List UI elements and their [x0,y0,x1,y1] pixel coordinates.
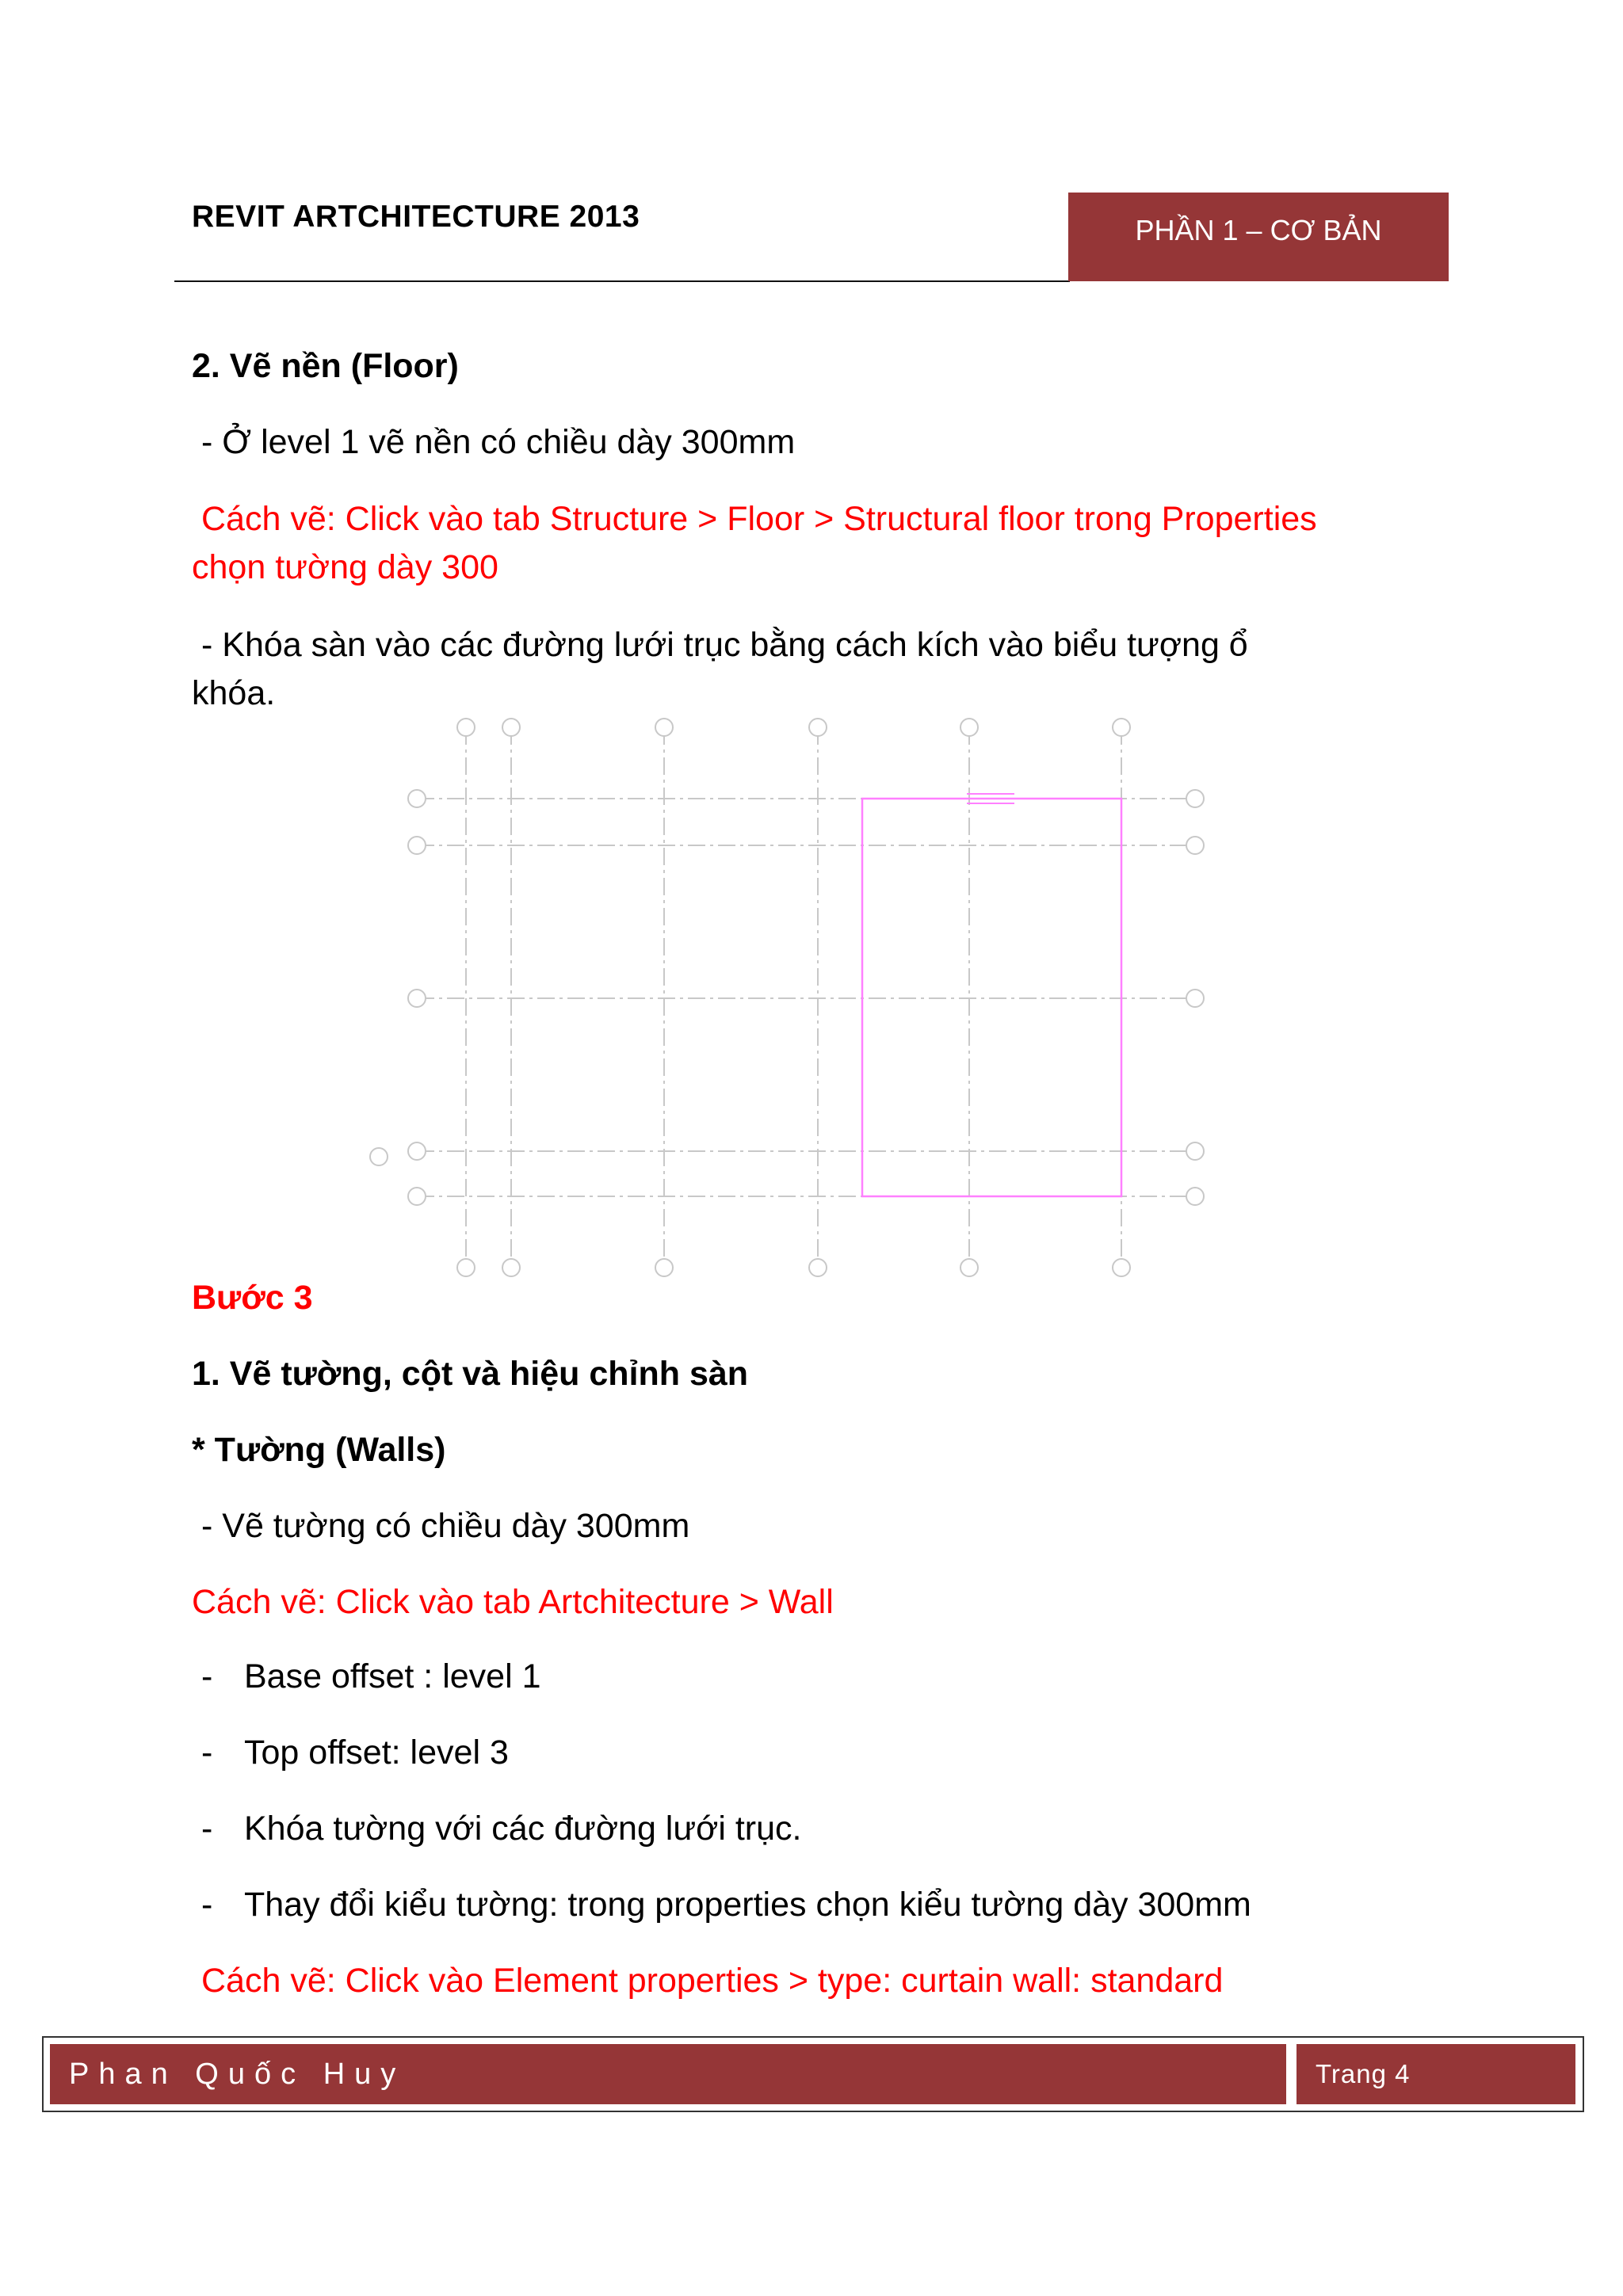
step3-sub-heading: 1. Vẽ tường, cột và hiệu chỉnh sàn [192,1355,749,1393]
bullet-wall-thickness: - Vẽ tường có chiều dày 300mm [201,1507,690,1545]
footer-page-number: Trang 4 [1296,2044,1575,2104]
bullet-lock-floor-line1: - Khóa sàn vào các đường lưới trục bằng cách kích vào biểu tượng ổ [201,626,1248,664]
howto-floor-line2: chọn tường dày 300 [192,548,498,586]
howto-floor-line1: Cách vẽ: Click vào tab Structure > Floor > Structural floor trong Properties [201,500,1317,538]
list-item: - Thay đổi kiểu tường: trong properties chọn kiểu tường dày 300mm [201,1886,1251,1924]
grid-lines [417,727,1195,1266]
header-title: REVIT ARTCHITECTURE 2013 [192,200,640,234]
list-item: - Base offset : level 1 [201,1657,541,1695]
section-badge: PHẦN 1 – CƠ BẢN [1068,193,1449,281]
section-heading-floor: 2. Vẽ nền (Floor) [192,347,459,385]
list-item: - Khóa tường với các đường lưới trục. [201,1810,802,1848]
howto-wall: Cách vẽ: Click vào tab Artchitecture > Wall [192,1583,834,1621]
howto-curtain-wall: Cách vẽ: Click vào Element properties > type: curtain wall: standard [201,1962,1224,2000]
bullet-floor-thickness: - Ở level 1 vẽ nền có chiều dày 300mm [201,423,796,461]
walls-heading: * Tường (Walls) [192,1431,446,1469]
list-item: - Top offset: level 3 [201,1733,509,1772]
footer-author: Phan Quốc Huy [50,2044,1286,2104]
bullet-lock-floor-line2: khóa. [192,674,276,712]
floor-plan-figure [365,705,1220,1291]
header-divider [174,280,1070,282]
step3-heading: Bước 3 [192,1279,313,1317]
